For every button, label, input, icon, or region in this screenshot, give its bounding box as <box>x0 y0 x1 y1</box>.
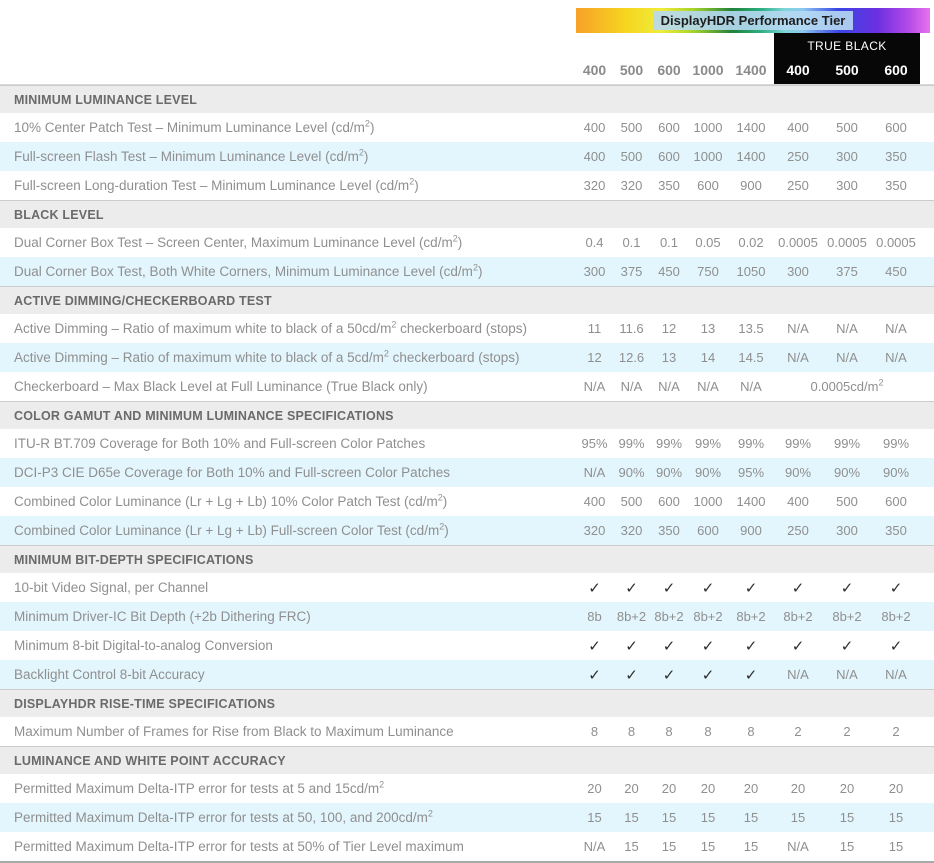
table-row <box>0 602 934 631</box>
value-cell: 99% <box>694 436 722 451</box>
true-black-label: TRUE BLACK <box>807 39 887 53</box>
tier-number: 1000 <box>692 62 724 78</box>
value-cell: 1400 <box>736 120 766 135</box>
value-cell: 500 <box>620 494 643 509</box>
value-cell: 8 <box>747 724 755 739</box>
value-cell: 900 <box>740 178 762 193</box>
tier-number: 600 <box>657 62 681 78</box>
row-label: Backlight Control 8-bit Accuracy <box>14 667 205 682</box>
value-cell: N/A <box>658 379 680 394</box>
check-icon: ✓ <box>625 637 638 655</box>
value-cell: 0.1 <box>622 235 641 250</box>
table-row <box>0 372 934 401</box>
value-cell: 320 <box>620 523 643 538</box>
value-cell: 11 <box>587 321 602 336</box>
value-cell: 90% <box>833 465 861 480</box>
value-cell: 350 <box>885 149 907 164</box>
value-cell: 20 <box>743 781 759 796</box>
section-header: MINIMUM BIT-DEPTH SPECIFICATIONS <box>0 545 934 573</box>
value-cell: 15 <box>888 839 904 854</box>
table-row <box>0 631 934 660</box>
table-row <box>0 660 934 689</box>
check-icon: ✓ <box>889 579 903 597</box>
value-cell: N/A <box>885 667 907 682</box>
check-icon: ✓ <box>791 637 805 655</box>
table-row <box>0 774 934 803</box>
value-cell: 99% <box>655 436 683 451</box>
value-cell: 0.0005 <box>778 235 818 250</box>
check-icon: ✓ <box>625 666 638 684</box>
row-label: Combined Color Luminance (Lr + Lg + Lb) 10% Color Patch Test $(cd/m^2)$ <box>14 494 448 509</box>
value-cell: 20 <box>888 781 904 796</box>
check-icon: ✓ <box>662 666 676 684</box>
value-cell: 400 <box>787 494 809 509</box>
table-row <box>0 458 934 487</box>
table-row <box>0 343 934 372</box>
value-cell: 1000 <box>693 149 723 164</box>
value-cell: 400 <box>787 120 809 135</box>
value-cell: 750 <box>697 264 719 279</box>
value-cell: 0.0005 <box>876 235 916 250</box>
value-cell: 8 <box>590 724 599 739</box>
row-label: Maximum Number of Frames for Rise from Black to Maximum Luminance <box>14 724 454 739</box>
value-cell: N/A <box>583 839 606 854</box>
value-cell: 13.5 <box>738 321 764 336</box>
tier-number: 500 <box>619 62 644 78</box>
true-black-tier-number: 400 <box>786 62 810 78</box>
value-cell: 8 <box>704 724 712 739</box>
value-cell: 20 <box>839 781 855 796</box>
value-cell: 500 <box>836 494 858 509</box>
value-cell: 90% <box>784 465 812 480</box>
row-label: Combined Color Luminance (Lr + Lg + Lb) Full-screen Color Test $(cd/m^2)$ <box>14 523 449 538</box>
check-icon: ✓ <box>889 637 903 655</box>
performance-tier-label: DisplayHDR Performance Tier <box>653 11 854 30</box>
value-cell: 15 <box>700 810 716 825</box>
check-icon: ✓ <box>588 579 601 597</box>
row-label: Active Dimming – Ratio of maximum white to black of a $50cd/m^2$ checkerboard (stops) <box>14 321 527 336</box>
table-header <box>0 0 934 85</box>
value-cell: 300 <box>836 149 858 164</box>
value-cell: 15 <box>661 839 677 854</box>
true-black-tier-number: 500 <box>835 62 859 78</box>
value-cell: 15 <box>743 810 759 825</box>
section-header: COLOR GAMUT AND MINIMUM LUMINANCE SPECIFICATIONS <box>0 401 934 429</box>
value-cell: 15 <box>888 810 904 825</box>
value-cell: 1050 <box>736 264 766 279</box>
value-cell: N/A <box>583 465 606 480</box>
row-label: Permitted Maximum Delta-ITP error for tests at 50% of Tier Level maximum <box>14 839 464 854</box>
value-cell: 600 <box>885 120 907 135</box>
value-cell: 11.6 <box>619 321 644 336</box>
tier-numbers-row <box>576 55 920 85</box>
check-icon: ✓ <box>840 637 854 655</box>
tier-number: 400 <box>582 62 607 78</box>
value-cell: 95% <box>581 436 608 451</box>
table-row <box>0 832 934 861</box>
row-label: Permitted Maximum Delta-ITP error for tests at 5 and $15cd/m^2$ <box>14 781 385 796</box>
value-cell: 8b+2 <box>616 609 647 624</box>
check-icon: ✓ <box>662 637 676 655</box>
row-label: Dual Corner Box Test – Screen Center, Maximum Luminance Level $(cd/m^2)$ <box>14 235 463 250</box>
section-header: BLACK LEVEL <box>0 200 934 228</box>
value-cell: 450 <box>658 264 680 279</box>
value-cell: 90% <box>618 465 645 480</box>
check-icon: ✓ <box>625 579 638 597</box>
value-cell: 1400 <box>736 149 766 164</box>
value-cell: 320 <box>583 178 606 193</box>
value-cell: 2 <box>794 724 802 739</box>
performance-tier-gradient-bar <box>576 8 930 33</box>
value-cell: 500 <box>836 120 858 135</box>
table-row <box>0 717 934 746</box>
value-cell: N/A <box>787 839 809 854</box>
row-label: Full-screen Flash Test – Minimum Luminance Level $(cd/m^2)$ <box>14 149 369 164</box>
value-cell: 90% <box>655 465 683 480</box>
true-black-tier-number: 600 <box>884 62 908 78</box>
table-row <box>0 257 934 286</box>
value-cell: 300 <box>836 178 858 193</box>
value-cell: 1400 <box>736 494 766 509</box>
value-cell: 14.5 <box>738 350 764 365</box>
check-icon: ✓ <box>588 637 601 655</box>
value-cell: 250 <box>787 178 809 193</box>
value-cell: 400 <box>583 149 606 164</box>
check-icon: ✓ <box>588 666 601 684</box>
value-cell: N/A <box>787 667 809 682</box>
value-cell: 0.4 <box>585 235 604 250</box>
value-cell: N/A <box>836 350 858 365</box>
value-cell: N/A <box>836 321 858 336</box>
check-icon: ✓ <box>840 579 854 597</box>
value-cell: 600 <box>885 494 907 509</box>
value-cell: 12.6 <box>618 350 645 365</box>
value-cell: 320 <box>620 178 643 193</box>
value-cell: 350 <box>658 178 680 193</box>
row-label: Active Dimming – Ratio of maximum white to black of a $5cd/m^2$ checkerboard (stops) <box>14 350 520 365</box>
header-divider <box>0 84 934 85</box>
value-cell: 8b+2 <box>736 609 766 624</box>
value-cell: 90% <box>694 465 722 480</box>
value-cell: 90% <box>882 465 910 480</box>
table-row <box>0 573 934 602</box>
value-cell: 2 <box>843 724 851 739</box>
value-cell: 500 <box>620 149 643 164</box>
value-cell: 99% <box>882 436 910 451</box>
value-cell: 250 <box>787 149 809 164</box>
value-cell: 20 <box>587 781 602 796</box>
value-cell: 0.1 <box>659 235 679 250</box>
value-cell: N/A <box>697 379 719 394</box>
value-cell: 20 <box>790 781 806 796</box>
value-cell: 15 <box>661 810 677 825</box>
value-cell: 13 <box>661 350 677 365</box>
check-icon: ✓ <box>662 579 676 597</box>
value-cell: 8b+2 <box>783 609 813 624</box>
value-cell: 15 <box>624 810 639 825</box>
value-cell: 375 <box>620 264 643 279</box>
value-cell: 350 <box>885 178 907 193</box>
value-cell: 15 <box>743 839 759 854</box>
value-cell: 99% <box>737 436 765 451</box>
row-label: Full-screen Long-duration Test – Minimum Luminance Level $(cd/m^2)$ <box>14 178 419 193</box>
value-cell: 600 <box>658 149 680 164</box>
table-row <box>0 487 934 516</box>
section-header: ACTIVE DIMMING/CHECKERBOARD TEST <box>0 286 934 314</box>
value-cell: 99% <box>784 436 812 451</box>
value-cell: 0.05 <box>695 235 721 250</box>
value-cell: 600 <box>697 178 719 193</box>
section-header: LUMINANCE AND WHITE POINT ACCURACY <box>0 746 934 774</box>
value-cell: 2 <box>892 724 900 739</box>
value-cell: 20 <box>624 781 639 796</box>
value-cell: 900 <box>740 523 762 538</box>
value-cell: 12 <box>661 321 677 336</box>
value-cell: 99% <box>833 436 861 451</box>
value-cell: 20 <box>700 781 716 796</box>
spec-table <box>0 85 934 863</box>
value-cell: 300 <box>583 264 606 279</box>
value-cell: 15 <box>839 810 855 825</box>
value-cell: 0.0005 <box>827 235 867 250</box>
value-cell: 1000 <box>693 494 723 509</box>
value-cell: 600 <box>697 523 719 538</box>
row-label: Dual Corner Box Test, Both White Corners, Minimum Luminance Level $(cd/m^2)$ <box>14 264 483 279</box>
value-cell: 250 <box>787 523 809 538</box>
value-cell: N/A <box>740 379 762 394</box>
table-row <box>0 516 934 545</box>
value-cell: 1000 <box>693 120 723 135</box>
value-cell: 500 <box>620 120 643 135</box>
value-cell: 0.02 <box>738 235 764 250</box>
value-cell: 8b+2 <box>881 609 911 624</box>
value-cell: N/A <box>787 350 809 365</box>
value-cell: 400 <box>583 120 606 135</box>
row-label: Minimum 8-bit Digital-to-analog Conversion <box>14 638 273 653</box>
table-row <box>0 803 934 832</box>
tier-number: 1400 <box>735 62 767 78</box>
value-cell: N/A <box>885 321 907 336</box>
value-cell: N/A <box>620 379 643 394</box>
value-cell: 350 <box>885 523 907 538</box>
check-icon: ✓ <box>701 579 715 597</box>
row-label: Minimum Driver-IC Bit Depth (+2b Dithering FRC) <box>14 609 311 624</box>
value-cell: N/A <box>885 350 907 365</box>
value-cell-span: $0.0005cd/m^2$ <box>810 377 884 394</box>
row-label: ITU-R BT.709 Coverage for Both 10% and Full-screen Color Patches <box>14 436 426 451</box>
row-label: 10-bit Video Signal, per Channel <box>14 580 209 595</box>
value-cell: 8b+2 <box>832 609 862 624</box>
value-cell: 400 <box>583 494 606 509</box>
value-cell: 95% <box>737 465 765 480</box>
value-cell: 15 <box>790 810 806 825</box>
check-icon: ✓ <box>701 666 715 684</box>
value-cell: N/A <box>787 321 809 336</box>
value-cell: 8b+2 <box>654 609 684 624</box>
value-cell: 8b <box>587 609 602 624</box>
value-cell: 8b+2 <box>693 609 723 624</box>
table-row <box>0 429 934 458</box>
section-header: MINIMUM LUMINANCE LEVEL <box>0 85 934 113</box>
check-icon: ✓ <box>791 579 805 597</box>
table-row <box>0 171 934 200</box>
value-cell: 99% <box>618 436 645 451</box>
table-row <box>0 314 934 343</box>
row-label: DCI-P3 CIE D65e Coverage for Both 10% and Full-screen Color Patches <box>14 465 450 480</box>
row-label: 10% Center Patch Test – Minimum Luminance Level $(cd/m^2)$ <box>14 120 375 135</box>
row-label: Permitted Maximum Delta-ITP error for tests at 50, 100, and $200cd/m^2$ <box>14 810 433 825</box>
value-cell: N/A <box>836 667 858 682</box>
value-cell: 14 <box>700 350 716 365</box>
value-cell: 15 <box>624 839 639 854</box>
table-row <box>0 113 934 142</box>
value-cell: 350 <box>658 523 680 538</box>
value-cell: 13 <box>700 321 716 336</box>
value-cell: N/A <box>583 379 606 394</box>
value-cell: 600 <box>658 494 680 509</box>
check-icon: ✓ <box>744 637 758 655</box>
value-cell: 300 <box>836 523 858 538</box>
value-cell: 320 <box>583 523 606 538</box>
value-cell: 20 <box>661 781 677 796</box>
table-row <box>0 228 934 257</box>
value-cell: 450 <box>885 264 907 279</box>
value-cell: 15 <box>700 839 716 854</box>
table-row <box>0 142 934 171</box>
value-cell: 15 <box>587 810 602 825</box>
value-cell: 8 <box>665 724 673 739</box>
value-cell: 15 <box>839 839 855 854</box>
value-cell: 375 <box>836 264 858 279</box>
row-label: Checkerboard – Max Black Level at Full Luminance (True Black only) <box>14 379 428 394</box>
value-cell: 12 <box>587 350 602 365</box>
value-cell: 300 <box>787 264 809 279</box>
check-icon: ✓ <box>701 637 715 655</box>
section-header: DISPLAYHDR RISE-TIME SPECIFICATIONS <box>0 689 934 717</box>
value-cell: 600 <box>658 120 680 135</box>
check-icon: ✓ <box>744 579 758 597</box>
check-icon: ✓ <box>744 666 758 684</box>
value-cell: 8 <box>627 724 636 739</box>
